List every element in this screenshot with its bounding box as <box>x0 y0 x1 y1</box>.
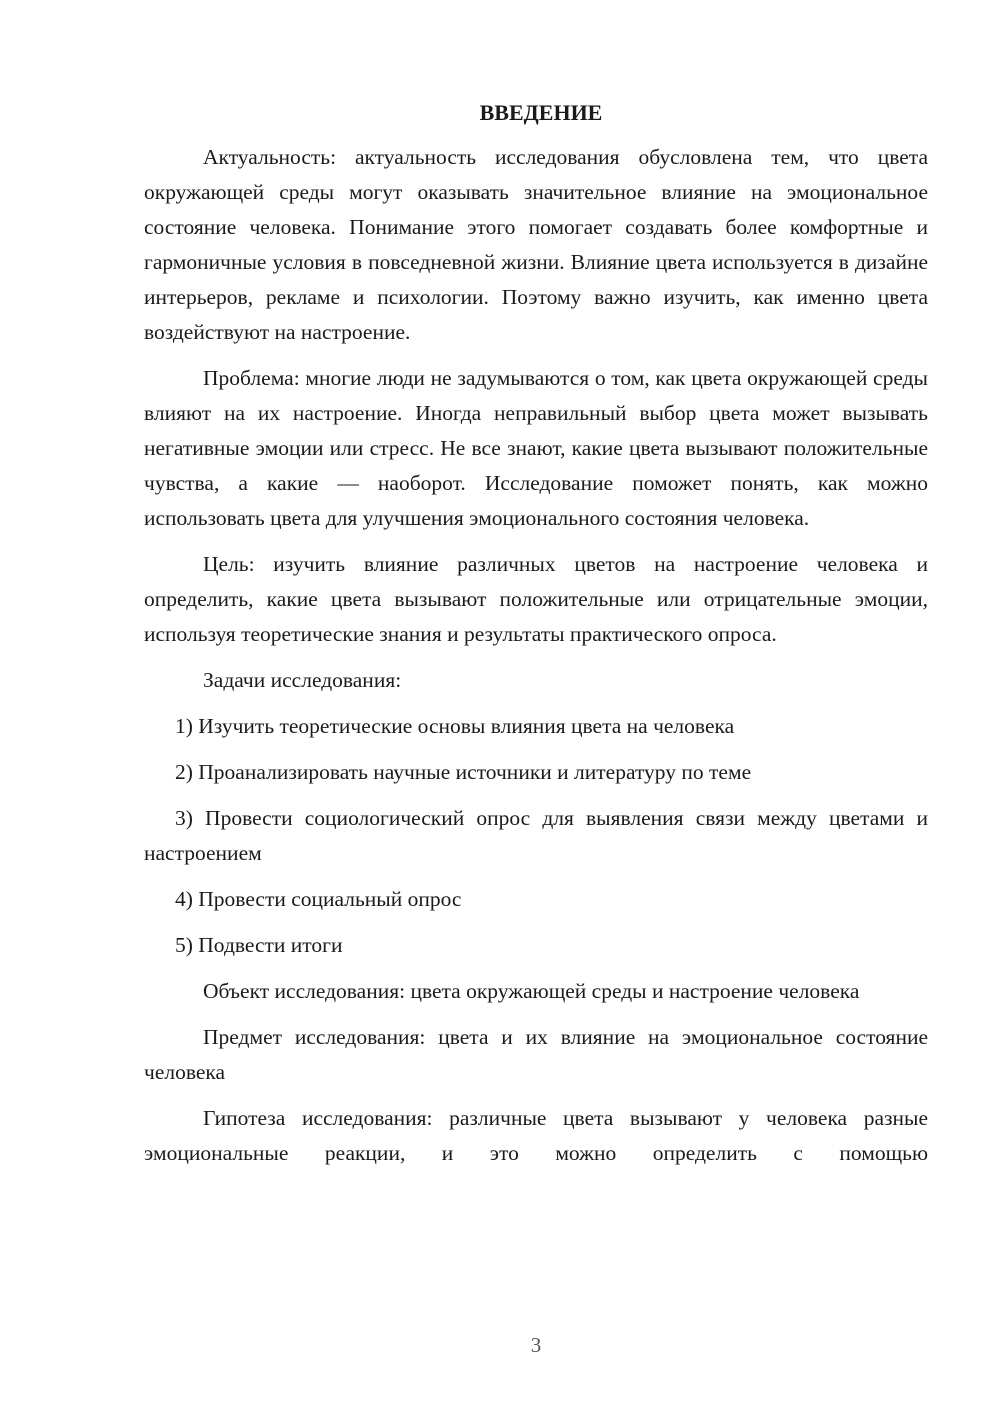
hypothesis-paragraph: Гипотеза исследования: различные цвета вызывают у человека разные эмоциональные реакции, и это можно определить с помощью <box>144 1106 928 1165</box>
goal-paragraph: Цель: изучить влияние различных цветов на настроение человека и определить, какие цвета вызывают положительные или отрицательные эмоции, используя теоретические знания и результаты практического опроса. <box>144 552 928 646</box>
relevance-paragraph: Актуальность: актуальность исследования обусловлена тем, что цвета окружающей среды могут оказывать значительное влияние на эмоциональное состояние человека. Понимание этого помогает создавать более комфортные и гармоничные условия в повседневной жизни. Влияние цвета используется в дизайне интерьеров, рекламе и психологии. Поэтому важно изучить, как именно цвета воздействуют на настроение. <box>144 145 928 344</box>
task-item-5: 5) Подвести итоги <box>175 933 343 957</box>
task-item-2: 2) Проанализировать научные источники и литературу по теме <box>175 760 752 784</box>
task-item-3: 3) Провести социологический опрос для выявления связи между цветами и настроением <box>144 806 928 865</box>
document-page <box>144 95 928 1182</box>
section-heading: ВВЕДЕНИЕ <box>479 100 603 125</box>
tasks-title: Задачи исследования: <box>203 668 402 692</box>
task-item-4: 4) Провести социальный опрос <box>175 887 462 911</box>
subject-paragraph: Предмет исследования: цвета и их влияние на эмоциональное состояние человека <box>144 1025 928 1084</box>
page-number: 3 <box>530 1333 542 1357</box>
object-paragraph: Объект исследования: цвета окружающей среды и настроение человека <box>203 979 860 1003</box>
task-item-1: 1) Изучить теоретические основы влияния цвета на человека <box>175 714 735 738</box>
problem-paragraph: Проблема: многие люди не задумываются о том, как цвета окружающей среды влияют на их настроение. Иногда неправильный выбор цвета может вызывать негативные эмоции или стресс. Не все знают, какие цвета вызывают положительные чувства, а какие — наоборот. Исследование поможет понять, как можно использовать цвета для улучшения эмоционального состояния человека. <box>144 366 928 530</box>
